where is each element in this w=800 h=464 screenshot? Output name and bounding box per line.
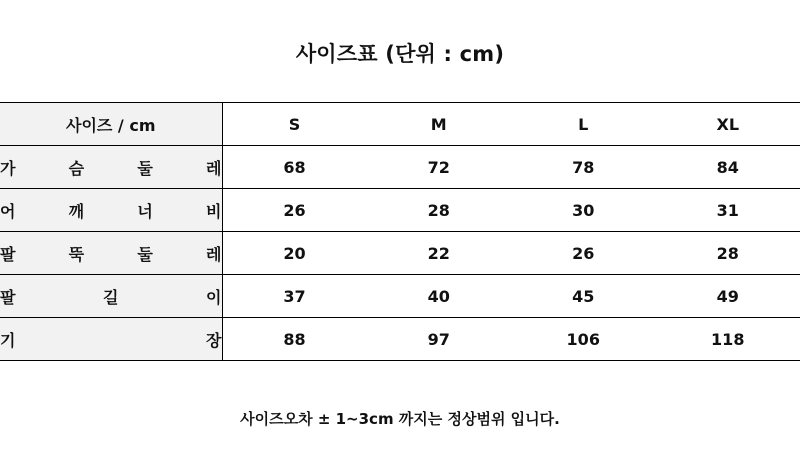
row-label-chest: [0, 146, 222, 189]
row-label-char: 뚝: [68, 244, 85, 264]
size-table: [0, 102, 800, 361]
cell-chest-xl: 84: [656, 146, 800, 189]
cell-shoulder-xl: 31: [656, 189, 800, 232]
column-header-xl: XL: [656, 103, 800, 146]
row-label-char: 레: [206, 158, 222, 178]
row-label-char: 팔: [0, 287, 16, 307]
cell-length-xl: 118: [656, 318, 800, 361]
cell-bicep-m: 22: [367, 232, 512, 275]
table-row: [0, 232, 800, 275]
cell-shoulder-m: 28: [367, 189, 512, 232]
size-tolerance-note: 사이즈오차 ± 1~3cm 까지는 정상범위 입니다.: [240, 410, 560, 428]
row-label-char: 둘: [137, 244, 153, 264]
row-label-char: 둘: [137, 158, 153, 178]
row-label-char: 슴: [68, 158, 85, 178]
column-header-s: S: [222, 103, 367, 146]
row-label-shoulder: [0, 189, 222, 232]
table-row: [0, 146, 800, 189]
cell-chest-m: 72: [367, 146, 512, 189]
row-label-char: 기: [0, 330, 16, 350]
size-table-container: [0, 102, 800, 361]
cell-chest-s: 68: [222, 146, 367, 189]
row-label-char: 레: [206, 244, 222, 264]
page-title: 사이즈표 (단위 : cm): [295, 42, 505, 66]
column-header-l: L: [511, 103, 656, 146]
table-row: [0, 275, 800, 318]
cell-bicep-l: 26: [511, 232, 656, 275]
row-label-bicep: [0, 232, 222, 275]
row-label-char: 팔: [0, 244, 16, 264]
row-label-char: 길: [103, 287, 119, 307]
column-header-m: M: [367, 103, 512, 146]
cell-length-s: 88: [222, 318, 367, 361]
row-label-char: 장: [206, 330, 222, 350]
table-row: [0, 189, 800, 232]
row-label-char: 너: [137, 201, 153, 221]
row-label-char: 어: [0, 201, 16, 221]
row-label-sleeve: [0, 275, 222, 318]
cell-bicep-xl: 28: [656, 232, 800, 275]
cell-sleeve-xl: 49: [656, 275, 800, 318]
table-header-row: [0, 103, 800, 146]
cell-sleeve-m: 40: [367, 275, 512, 318]
cell-sleeve-s: 37: [222, 275, 367, 318]
row-label-char: 비: [206, 201, 222, 221]
cell-sleeve-l: 45: [511, 275, 656, 318]
cell-bicep-s: 20: [222, 232, 367, 275]
table-header-label: 사이즈 / cm: [0, 103, 222, 146]
row-label-length: [0, 318, 222, 361]
cell-shoulder-s: 26: [222, 189, 367, 232]
row-label-char: 가: [0, 158, 16, 178]
cell-chest-l: 78: [511, 146, 656, 189]
table-row: [0, 318, 800, 361]
cell-shoulder-l: 30: [511, 189, 656, 232]
row-label-char: 이: [206, 287, 222, 307]
row-label-char: 깨: [68, 201, 85, 221]
cell-length-l: 106: [511, 318, 656, 361]
cell-length-m: 97: [367, 318, 512, 361]
